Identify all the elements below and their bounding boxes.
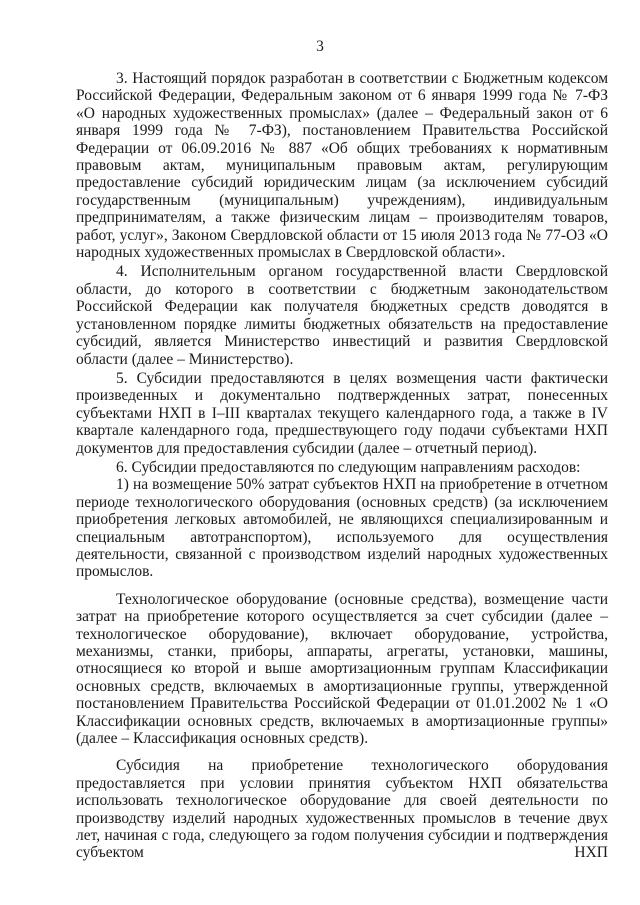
paragraph-3: 3. Настоящий порядок разработан в соответствии с Бюджетным кодексом Российской Федерации, Федеральным законом от 6 января 1999 года № 7-ФЗ «О народных художественных промыслах» (далее – Федеральный закон от 6 января 1999 года № 7-ФЗ), постановлением Правительства Российской Федерации от 06.09.2016 № 887 «Об общих требованиях к нормативным правовым актам, муниципальным правовым актам, регулирующим предоставление субсидий юридическим лицам (за исключением субсидий государственным (муниципальным) учреждениям), индивидуальным предпринимателям, а также физическим лицам – производителям товаров, работ, услуг», Законом Свердловской области от 15 июля 2013 года № 77-ОЗ «О народных художественных промыслах в Свердловской области».	[76, 70, 608, 262]
page-number: 3	[316, 38, 324, 55]
paragraph-4: 4. Исполнительным органом государственной власти Свердловской области, до которого в соответствии с бюджетным законодательством Российской Федерации как получателя бюджетных средств доводятся в установленном порядке лимиты бюджетных обязательств на предоставление субсидий, является Министерство инвестиций и развития Свердловской области (далее – Министерство).	[76, 263, 608, 368]
paragraph-6: 6. Субсидии предоставляются по следующим направлениям расходов:	[116, 458, 581, 476]
paragraph-5: 5. Субсидии предоставляются в целях возмещения части фактически произведенных и документально подтвержденных затрат, понесенных субъектами НХП в I–III кварталах текущего календарного года, а также в IV квартале календарного года, предшествующего году подачи субъектами НХП документов для предоставления субсидии (далее – отчетный период).	[76, 369, 608, 457]
paragraph-6-item-1: 1) на возмещение 50% затрат субъектов НХП на приобретение в отчетном периоде технологического оборудования (основных средств) (за исключением приобретения легковых автомобилей, не являющихся специализированным и специальным автотранспортом), используемого для осуществления деятельности, связанной с производством изделий народных художественных промыслов.	[76, 476, 608, 581]
document-body	[76, 70, 608, 864]
paragraph-equipment-definition: Технологическое оборудование (основные средства), возмещение части затрат на приобретение которого осуществляется за счет субсидии (далее – технологическое оборудование), включает оборудование, устройства, механизмы, станки, приборы, аппараты, агрегаты, установки, машины, относящиеся ко второй и выше амортизационным группам Классификации основных средств, включаемых в амортизационные группы, утвержденной постановлением Правительства Российской Федерации от 01.01.2002 № 1 «О Классификации основных средств, включаемых в амортизационные группы» (далее – Классификация основных средств).	[76, 590, 608, 748]
paragraph-subsidy-condition: Субсидия на приобретение технологического оборудования предоставляется при условии принятия субъектом НХП обязательства использовать технологическое оборудование для своей деятельности по производству изделий народных художественных промыслов в течение двух лет, начиная с года, следующего за годом получения субсидии и подтверждения субъектом НХП	[76, 757, 608, 862]
